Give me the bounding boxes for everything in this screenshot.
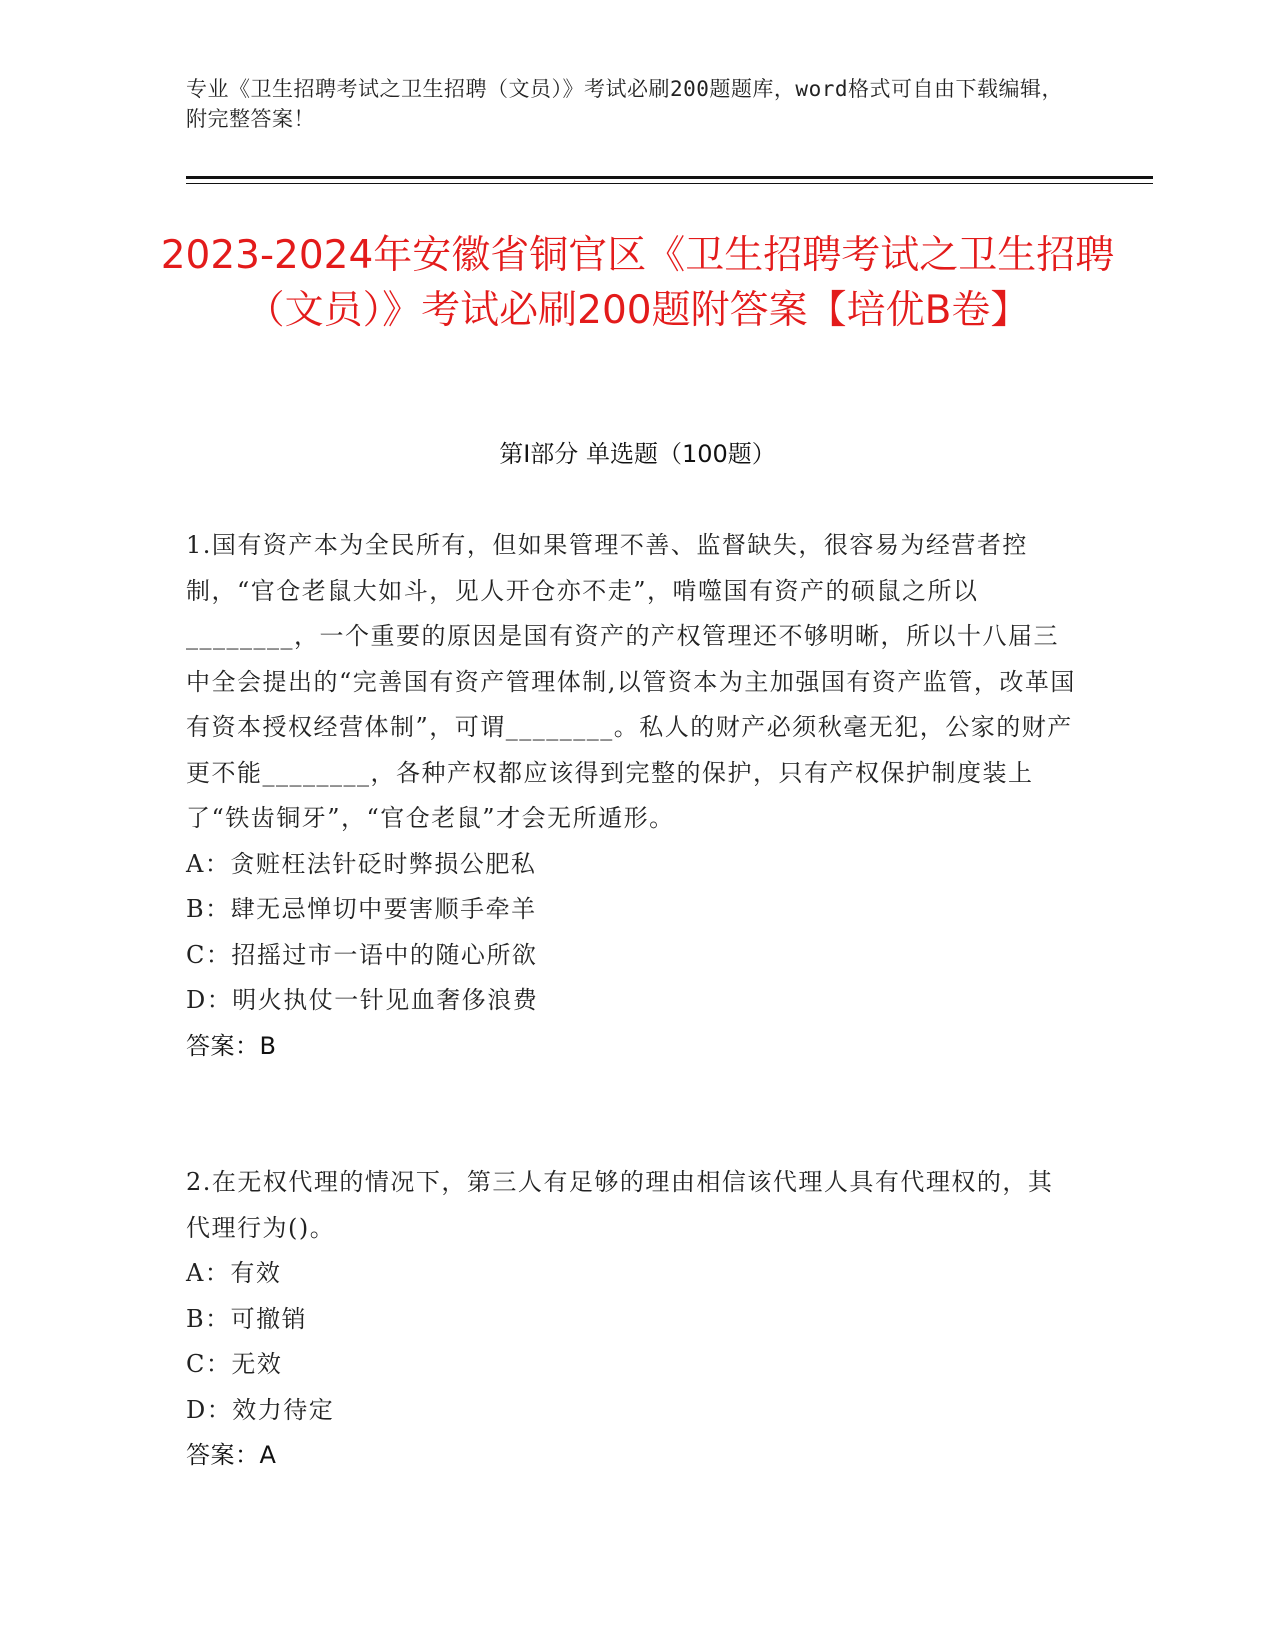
document-title: 2023-2024年安徽省铜官区《卫生招聘考试之卫生招聘（文员）》考试必刷200题附答案【培优B卷】 (160, 233, 1115, 333)
question-1 (186, 523, 1076, 1069)
option-c: C：招摇过市一语中的随心所欲 (186, 940, 538, 969)
answer: 答案：A (186, 1441, 277, 1469)
option-c: C：无效 (186, 1350, 283, 1378)
header-note: 专业《卫生招聘考试之卫生招聘（文员）》考试必刷200题题库，word格式可自由下载编辑，附完整答案！ (186, 77, 1063, 131)
option-b: B：可撤销 (186, 1304, 308, 1333)
option-a: A：贪赃枉法针砭时弊损公肥私 (186, 849, 537, 878)
question-stem: 1.国有资产本为全民所有，但如果管理不善、监督缺失，很容易为经营者控制，“官仓老鼠大如斗，见人开仓亦不走”，啃噬国有资产的硕鼠之所以________，一个重要的原因是国有资产的产权管理还不够明晰，所以十八届三中全会提出的“完善国有资产管理体制,以管资本为主加强国有资产监管，改革国有资本授权经营体制”，可谓________。私人的财产必须秋毫无犯，公家的财产更不能________，各种产权都应该得到完整的保护，只有产权保护制度装上了“铁齿铜牙”，“官仓老鼠”才会无所遁形。 (186, 531, 1076, 832)
option-d: D：效力待定 (186, 1395, 335, 1424)
section-title: 第Ⅰ部分 单选题（100题） (499, 440, 776, 468)
question-2 (186, 1160, 1076, 1479)
answer: 答案：B (186, 1031, 277, 1060)
header-divider-thin (186, 183, 1153, 184)
header-divider-thick (186, 176, 1153, 179)
option-a: A：有效 (186, 1259, 282, 1287)
option-b: B：肆无忌惮切中要害顺手牵羊 (186, 895, 537, 923)
option-d: D：明火执仗一针见血奢侈浪费 (186, 986, 539, 1014)
question-stem: 2.在无权代理的情况下，第三人有足够的理由相信该代理人具有代理权的，其代理行为()。 (186, 1168, 1054, 1242)
